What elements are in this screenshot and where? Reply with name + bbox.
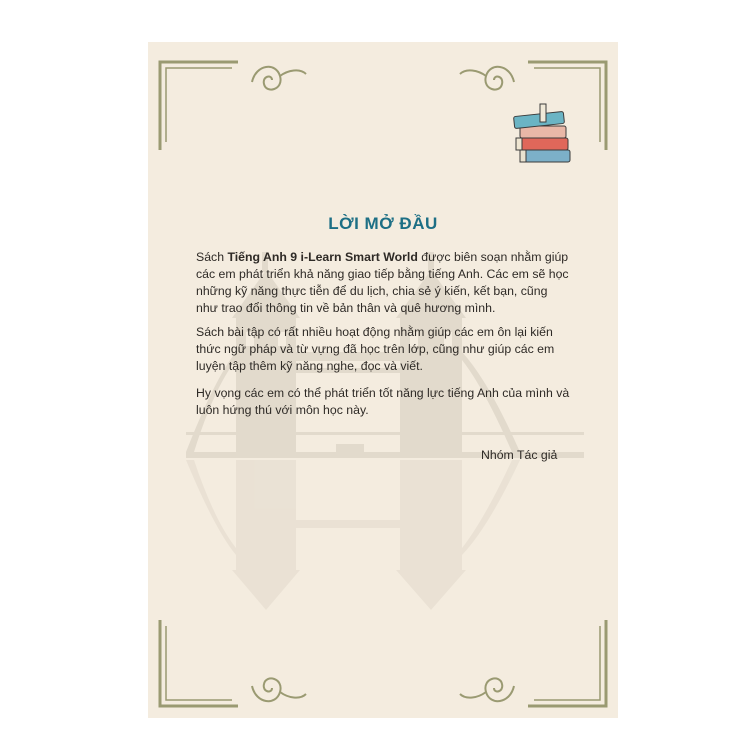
- intro-paragraph-2: Sách bài tập có rất nhiều hoạt động nhằm giúp các em ôn lại kiến thức ngữ pháp và từ vựng đã học trên lớp, cũng như giúp các em luyện tập thêm kỹ năng nghe, đọc và viết.: [196, 325, 555, 373]
- paragraph-text: được biên soạn nhằm giúp các em phát triển khả năng giao tiếp bằng tiếng Anh. Các em sẽ học những kỹ năng thực tiễn để du lịch, chia sẻ ý kiến, kết bạn, cũng như trao đổi thông tin về bản thân và quê hương mình.: [196, 250, 569, 315]
- books-icon: [514, 104, 570, 162]
- paragraph-lead: Sách: [196, 250, 228, 264]
- intro-paragraph-3: Hy vọng các em có thể phát triển tốt năng lực tiếng Anh của mình và luôn hứng thú với môn học này.: [196, 386, 570, 417]
- author-signature: Nhóm Tác giả: [481, 448, 558, 462]
- intro-paragraph-1: [196, 249, 572, 317]
- tower-bridge-reflection: [186, 460, 520, 610]
- book-title-text: Tiếng Anh 9 i-Learn Smart World: [227, 250, 418, 264]
- page-title: LỜI MỞ ĐẦU: [328, 214, 438, 233]
